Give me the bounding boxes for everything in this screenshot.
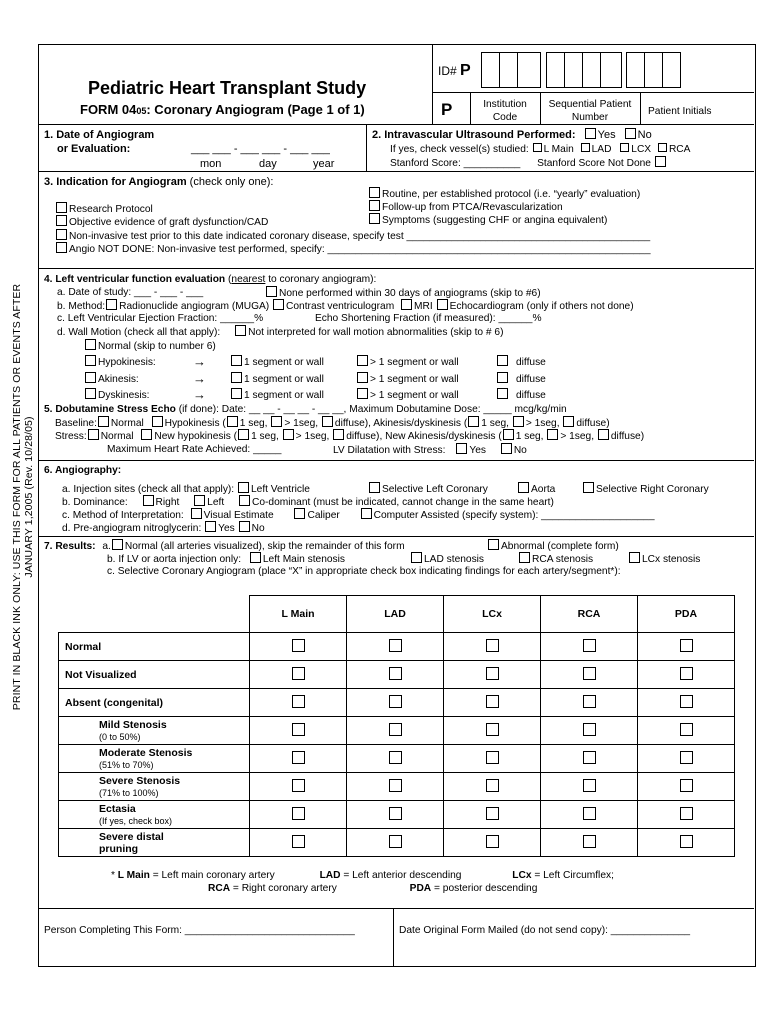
q5-stress-aki-diffuse-checkbox[interactable] (598, 429, 609, 440)
grid-cell (347, 745, 444, 773)
q7-abnormal: Abnormal (complete form) (487, 539, 619, 553)
grid-checkbox[interactable] (486, 639, 499, 652)
q5-baseline: Baseline: Normal Hypokinesis ( 1 seg, > 1seg, diffuse), Akinesis/dyskinesis ( 1 seg, > 1seg, diffuse) (55, 418, 610, 429)
grid-row (59, 773, 735, 801)
q1-label-2: or Evaluation: (57, 143, 131, 155)
grid-cell (444, 661, 541, 689)
q5-stress: Stress: Normal New hypokinesis ( 1 seg, > 1seg, diffuse), New Akinesis/dyskinesis ( 1 seg, > 1seg, diffuse) (55, 431, 645, 442)
q4-aki-1seg: 1 segment or wall (230, 372, 324, 386)
form-title: Pediatric Heart Transplant Study (88, 78, 367, 98)
q4-aki-diffuse-checkbox[interactable] (497, 372, 508, 383)
sidebar-instructions: PRINT IN BLACK INK ONLY: USE THIS FORM FOR ALL PATIENTS OR EVENTS AFTER JANUARY 1,2005 (Rev. 10/28/05) (11, 283, 35, 711)
q5-baseline-aki-gt1seg-checkbox[interactable] (513, 416, 524, 427)
grid-row (59, 689, 735, 717)
institution-code-label: Institution Code (483, 99, 527, 123)
grid-column-header: PDA (638, 596, 735, 633)
q4-hypokinesis-checkbox[interactable] (85, 355, 96, 366)
q3-noninvasive: Non-invasive test prior to this date indicated coronary disease, specify test ___________________________________________ (55, 229, 650, 243)
grid-cell (541, 689, 638, 717)
grid-checkbox[interactable] (680, 835, 693, 848)
p-letter: P (441, 100, 453, 119)
grid-checkbox[interactable] (292, 639, 305, 652)
grid-cell (541, 801, 638, 829)
q5-max-hr[interactable]: Maximum Heart Rate Achieved: _____ (107, 444, 282, 455)
q6-computer-checkbox[interactable] (361, 508, 372, 519)
grid-row (59, 717, 735, 745)
grid-cell (250, 773, 347, 801)
grid-row-label (59, 801, 250, 829)
q7-abnormal-checkbox[interactable] (488, 539, 499, 550)
q6-right-checkbox[interactable] (143, 495, 154, 506)
grid-checkbox[interactable] (486, 751, 499, 764)
q6-injection: a. Injection sites (check all that apply): Left Ventricle (62, 484, 310, 495)
q3-symptoms: Symptoms (suggesting CHF or angina equivalent) (368, 213, 607, 227)
q4-hypo-1seg: 1 segment or wall (230, 355, 324, 369)
q1-date-blanks[interactable]: ___ ___ - ___ ___ - ___ ___ (191, 143, 330, 155)
patient-initials-label: Patient Initials (648, 106, 712, 117)
q4-akinesis-row: Akinesis: (84, 372, 139, 386)
q3-objective: Objective evidence of graft dysfunction/CAD (55, 215, 268, 229)
q6-visual-checkbox[interactable] (191, 508, 202, 519)
q3-routine: Routine, per established protocol (i.e. “yearly” evaluation) (368, 187, 640, 201)
grid-cell (250, 661, 347, 689)
grid-checkbox[interactable] (680, 807, 693, 820)
q7-results: 7. Results: a. Normal (all arteries visualized), skip the remainder of this form (44, 541, 405, 552)
grid-row (59, 633, 735, 661)
grid-cell (638, 717, 735, 745)
q4-hypokinesis-row: Hypokinesis: (84, 355, 156, 369)
q4-none-performed-checkbox[interactable] (266, 286, 277, 297)
q5-stress-normal-checkbox[interactable] (88, 429, 99, 440)
q4-dys-gt1seg-checkbox[interactable] (357, 388, 368, 399)
coronary-findings-grid (58, 595, 735, 857)
q6-src: Selective Right Coronary (582, 482, 709, 496)
q2-rca-checkbox[interactable] (658, 143, 667, 152)
grid-row-label (59, 661, 250, 689)
q7-lad: LAD stenosis (410, 552, 484, 566)
grid-cell (347, 829, 444, 857)
q4-wall-motion: d. Wall Motion (check all that apply): Not interpreted for wall motion abnormalities (skip to # 6) (57, 327, 504, 338)
grid-row-title: Moderate Stenosis (99, 747, 193, 759)
q3-symptoms-checkbox[interactable] (369, 213, 380, 224)
q3-not-done: Angio NOT DONE: Non-invasive test performed, specify: _________________________________________________________ (55, 242, 651, 256)
q5-baseline-aki-diffuse-checkbox[interactable] (563, 416, 574, 427)
grid-checkbox[interactable] (583, 723, 596, 736)
grid-checkbox[interactable] (680, 751, 693, 764)
grid-row-subtitle: (71% to 100%) (99, 788, 159, 798)
q3-routine-checkbox[interactable] (369, 187, 380, 198)
q4-date: a. Date of study: ___ - ___ - ___ (57, 287, 204, 298)
grid-cell (541, 633, 638, 661)
grid-checkbox[interactable] (680, 667, 693, 680)
grid-row-subtitle: (0 to 50%) (99, 732, 141, 742)
grid-cell (347, 801, 444, 829)
q4-echo-shortening[interactable]: Echo Shortening Fraction (if measured): ______% (315, 313, 542, 324)
q5-stress-hypo-diffuse-checkbox[interactable] (333, 429, 344, 440)
q7-lad-checkbox[interactable] (411, 552, 422, 563)
q2-vessels: If yes, check vessel(s) studied: L Main LAD LCX RCA (390, 144, 691, 155)
grid-checkbox[interactable] (292, 835, 305, 848)
grid-cell (638, 829, 735, 857)
legend-line-2: RCA = Right coronary artery PDA = posterior descending (208, 883, 538, 894)
grid-row-subtitle: (51% to 70%) (99, 760, 154, 770)
grid-checkbox[interactable] (389, 779, 402, 792)
grid-cell (444, 773, 541, 801)
grid-checkbox[interactable] (680, 723, 693, 736)
arrow-icon: → (193, 371, 206, 386)
q3-noninvasive-checkbox[interactable] (56, 229, 67, 240)
q4-aki-1seg-checkbox[interactable] (231, 372, 242, 383)
form-number: FORM 0405: Coronary Angiogram (Page 1 of 1) (80, 102, 365, 117)
grid-row-title: Absent (congenital) (65, 696, 164, 709)
grid-checkbox[interactable] (389, 667, 402, 680)
grid-cell (250, 801, 347, 829)
q4-method: b. Method: Radionuclide angiogram (MUGA) Contrast ventriculogram MRI Echocardiogram (only if others not done) (57, 301, 634, 312)
q4-contrast-checkbox[interactable] (273, 299, 284, 310)
q4-dys-diffuse: diffuse (496, 388, 546, 402)
grid-row (59, 745, 735, 773)
grid-row-label (59, 829, 250, 857)
grid-cell (444, 689, 541, 717)
date-mailed-field[interactable]: Date Original Form Mailed (do not send copy): ______________ (399, 925, 691, 936)
q6-dominance: b. Dominance: Right Left Co-dominant (must be indicated, cannot change in the same heart) (62, 497, 554, 508)
grid-column-header: LCx (444, 596, 541, 633)
q4-label: 4. Left ventricular function evaluation (nearest to coronary angiogram): (44, 274, 377, 285)
q5-stress-newhypo-checkbox[interactable] (141, 429, 152, 440)
q7-left-main-checkbox[interactable] (250, 552, 261, 563)
grid-column-header: LAD (347, 596, 444, 633)
q5-lv-dilatation: LV Dilatation with Stress: Yes No (333, 445, 527, 456)
id-digit-box[interactable] (662, 52, 681, 88)
grid-checkbox[interactable] (486, 779, 499, 792)
grid-row-subtitle: (If yes, check box) (99, 816, 173, 826)
grid-cell (638, 801, 735, 829)
q6-caliper-checkbox[interactable] (294, 508, 305, 519)
id-digit-box[interactable] (626, 52, 645, 88)
grid-checkbox[interactable] (292, 667, 305, 680)
id-digit-box[interactable] (564, 52, 583, 88)
q7-lv-aorta: b. If LV or aorta injection only: Left Main stenosis (107, 554, 345, 565)
q5-stress-aki-1seg-checkbox[interactable] (503, 429, 514, 440)
q5-baseline-hypo-checkbox[interactable] (152, 416, 163, 427)
q3-followup-checkbox[interactable] (369, 200, 380, 211)
grid-row (59, 661, 735, 689)
grid-checkbox[interactable] (389, 807, 402, 820)
grid-cell (638, 745, 735, 773)
grid-row-label (59, 717, 250, 745)
q4-dys-diffuse-checkbox[interactable] (497, 388, 508, 399)
id-digit-box[interactable] (499, 52, 518, 88)
id-digit-box[interactable] (600, 52, 622, 88)
q2-lcx-checkbox[interactable] (620, 143, 629, 152)
q2-stanford: Stanford Score: __________ Stanford Score Not Done (390, 156, 668, 170)
grid-cell (638, 633, 735, 661)
q4-dys-gt1seg: > 1 segment or wall (356, 388, 459, 402)
q4-muga-checkbox[interactable] (106, 299, 117, 310)
grid-row-title: Normal (65, 640, 102, 653)
q4-mri-checkbox[interactable] (401, 299, 412, 310)
q7-lcx-checkbox[interactable] (629, 552, 640, 563)
grid-checkbox[interactable] (680, 639, 693, 652)
grid-checkbox[interactable] (486, 667, 499, 680)
grid-corner (59, 596, 250, 633)
grid-checkbox[interactable] (389, 695, 402, 708)
q3-not-done-checkbox[interactable] (56, 242, 67, 253)
id-label: ID# P (438, 62, 471, 79)
grid-cell (541, 661, 638, 689)
q7-rca: RCA stenosis (518, 552, 593, 566)
q7-selective: c. Selective Coronary Angiogram (place “X” in appropriate check box indicating findings for each artery/segment*): (107, 566, 621, 577)
grid-cell (250, 829, 347, 857)
q6-method: c. Method of Interpretation: Visual Estimate Caliper Computer Assisted (specify system): ____________________ (62, 510, 655, 521)
q4-dyskinesis-row: Dyskinesis: (84, 388, 150, 402)
q4-hypo-gt1seg-checkbox[interactable] (357, 355, 368, 366)
grid-checkbox[interactable] (389, 751, 402, 764)
grid-cell (541, 717, 638, 745)
q5-lv-no-checkbox[interactable] (501, 443, 512, 454)
q6-slc-checkbox[interactable] (369, 482, 380, 493)
grid-row-title: Mild Stenosis (99, 719, 167, 731)
grid-row-title: Ectasia (99, 803, 136, 815)
q6-aorta: Aorta (517, 482, 555, 496)
arrow-icon: → (193, 354, 206, 369)
q4-not-interpreted-checkbox[interactable] (235, 325, 246, 336)
grid-cell (638, 689, 735, 717)
grid-cell (638, 661, 735, 689)
id-digit-box[interactable] (644, 52, 663, 88)
q4-echo-checkbox[interactable] (437, 299, 448, 310)
legend-line-1: * L Main = Left main coronary artery LAD = Left anterior descending LCx = Left Circumflex; (111, 870, 614, 881)
q2-no-checkbox[interactable] (625, 128, 636, 139)
grid-column-header: RCA (541, 596, 638, 633)
grid-checkbox[interactable] (292, 779, 305, 792)
q4-aki-gt1seg-checkbox[interactable] (357, 372, 368, 383)
grid-checkbox[interactable] (583, 779, 596, 792)
grid-row (59, 829, 735, 857)
grid-row-title: Not Visualized (65, 668, 137, 681)
q4-hypo-diffuse-checkbox[interactable] (497, 355, 508, 366)
q4-normal-checkbox[interactable] (85, 339, 96, 350)
id-digit-box[interactable] (481, 52, 500, 88)
grid-cell (347, 633, 444, 661)
grid-cell (250, 689, 347, 717)
q2-stanford-not-done-checkbox[interactable] (655, 156, 666, 167)
grid-checkbox[interactable] (292, 807, 305, 820)
grid-checkbox[interactable] (292, 695, 305, 708)
q4-akinesis-checkbox[interactable] (85, 372, 96, 383)
grid-cell (347, 661, 444, 689)
q4-dys-1seg-checkbox[interactable] (231, 388, 242, 399)
grid-checkbox[interactable] (583, 639, 596, 652)
grid-cell (347, 689, 444, 717)
grid-cell (347, 773, 444, 801)
q4-aki-diffuse: diffuse (496, 372, 546, 386)
q6-codominant-checkbox[interactable] (239, 495, 250, 506)
q5-stress-aki-gt1seg-checkbox[interactable] (547, 429, 558, 440)
grid-checkbox[interactable] (583, 695, 596, 708)
grid-row-label (59, 773, 250, 801)
grid-row-title: Severe Stenosis (99, 775, 181, 787)
grid-cell (541, 745, 638, 773)
grid-cell (250, 745, 347, 773)
q4-normal: Normal (skip to number 6) (84, 339, 216, 353)
q2-label: 2. Intravascular Ultrasound Performed: Yes No (372, 129, 652, 141)
q6-label: 6. Angiography: (44, 465, 122, 476)
q3-objective-checkbox[interactable] (56, 215, 67, 226)
q6-nitroglycerin: d. Pre-angiogram nitroglycerin: Yes No (62, 523, 265, 534)
grid-row-label (59, 745, 250, 773)
q4-dys-1seg: 1 segment or wall (230, 388, 324, 402)
id-digit-box[interactable] (546, 52, 565, 88)
grid-checkbox[interactable] (486, 807, 499, 820)
arrow-icon: → (193, 387, 206, 402)
q5-lv-yes-checkbox[interactable] (456, 443, 467, 454)
q3-followup: Follow-up from PTCA/Revascularization (368, 200, 563, 214)
grid-checkbox[interactable] (583, 807, 596, 820)
q6-src-checkbox[interactable] (583, 482, 594, 493)
grid-checkbox[interactable] (680, 695, 693, 708)
q5-stress-hypo-1seg-checkbox[interactable] (238, 429, 249, 440)
grid-checkbox[interactable] (583, 835, 596, 848)
grid-checkbox[interactable] (583, 751, 596, 764)
q5-baseline-hypo-diffuse-checkbox[interactable] (322, 416, 333, 427)
grid-cell (250, 717, 347, 745)
grid-header-row (59, 596, 735, 633)
q1-mon: mon (200, 158, 222, 170)
q1-label: 1. Date of Angiogram (44, 129, 155, 141)
grid-checkbox[interactable] (486, 835, 499, 848)
q2-lmain-checkbox[interactable] (533, 143, 542, 152)
q5-baseline-hypo-gt1seg-checkbox[interactable] (271, 416, 282, 427)
q1-day: day (259, 158, 277, 170)
q4-hypo-gt1seg: > 1 segment or wall (356, 355, 459, 369)
sequential-patient-number-label: Sequential Patient Number (548, 99, 632, 123)
grid-row (59, 801, 735, 829)
q2-yes-checkbox[interactable] (585, 128, 596, 139)
q3-research-checkbox[interactable] (56, 202, 67, 213)
grid-checkbox[interactable] (389, 723, 402, 736)
grid-checkbox[interactable] (583, 667, 596, 680)
q7-lcx: LCx stenosis (628, 552, 700, 566)
grid-cell (638, 773, 735, 801)
person-completing-field[interactable]: Person Completing This Form: ______________________________ (44, 925, 355, 936)
q6-nitro-yes-checkbox[interactable] (205, 521, 216, 532)
grid-checkbox[interactable] (486, 695, 499, 708)
q5-baseline-aki-1seg-checkbox[interactable] (468, 416, 479, 427)
q5-stress-hypo-gt1seg-checkbox[interactable] (283, 429, 294, 440)
grid-cell (444, 801, 541, 829)
id-digit-box[interactable] (582, 52, 601, 88)
grid-cell (444, 717, 541, 745)
grid-cell (444, 633, 541, 661)
q6-lv-checkbox[interactable] (238, 482, 249, 493)
q4-hypo-1seg-checkbox[interactable] (231, 355, 242, 366)
q6-slc: Selective Left Coronary (368, 482, 488, 496)
grid-cell (250, 633, 347, 661)
grid-checkbox[interactable] (389, 639, 402, 652)
grid-checkbox[interactable] (680, 779, 693, 792)
grid-cell (444, 745, 541, 773)
grid-cell (347, 717, 444, 745)
q4-dyskinesis-checkbox[interactable] (85, 388, 96, 399)
q4-lvef[interactable]: c. Left Ventricular Ejection Fraction: ______% (57, 313, 264, 324)
grid-cell (541, 773, 638, 801)
q5-baseline-hypo-1seg-checkbox[interactable] (227, 416, 238, 427)
q1-year: year (313, 158, 335, 170)
grid-checkbox[interactable] (389, 835, 402, 848)
q7-rca-checkbox[interactable] (519, 552, 530, 563)
grid-cell (444, 829, 541, 857)
q2-lad-checkbox[interactable] (581, 143, 590, 152)
grid-checkbox[interactable] (292, 751, 305, 764)
grid-column-header: L Main (250, 596, 347, 633)
grid-row-label (59, 633, 250, 661)
q7-normal-checkbox[interactable] (112, 539, 123, 550)
q4-none-performed: None performed within 30 days of angiograms (skip to #6) (265, 286, 541, 300)
grid-cell (541, 829, 638, 857)
grid-checkbox[interactable] (292, 723, 305, 736)
grid-row-label (59, 689, 250, 717)
q5-baseline-normal-checkbox[interactable] (98, 416, 109, 427)
grid-row-title: Severe distal pruning (99, 830, 164, 855)
q4-hypo-diffuse: diffuse (496, 355, 546, 369)
grid-checkbox[interactable] (486, 723, 499, 736)
q3-research: Research Protocol (55, 202, 153, 216)
q6-aorta-checkbox[interactable] (518, 482, 529, 493)
q6-left-checkbox[interactable] (194, 495, 205, 506)
q3-label: 3. Indication for Angiogram (check only one): (44, 176, 274, 188)
q5-label: 5. Dobutamine Stress Echo (if done): Date: __ __ - __ __ - __ __, Maximum Dobutamine Dose: _____ mcg/kg/min (44, 404, 567, 415)
id-digit-box[interactable] (517, 52, 541, 88)
q6-nitro-no-checkbox[interactable] (239, 521, 250, 532)
q4-aki-gt1seg: > 1 segment or wall (356, 372, 459, 386)
